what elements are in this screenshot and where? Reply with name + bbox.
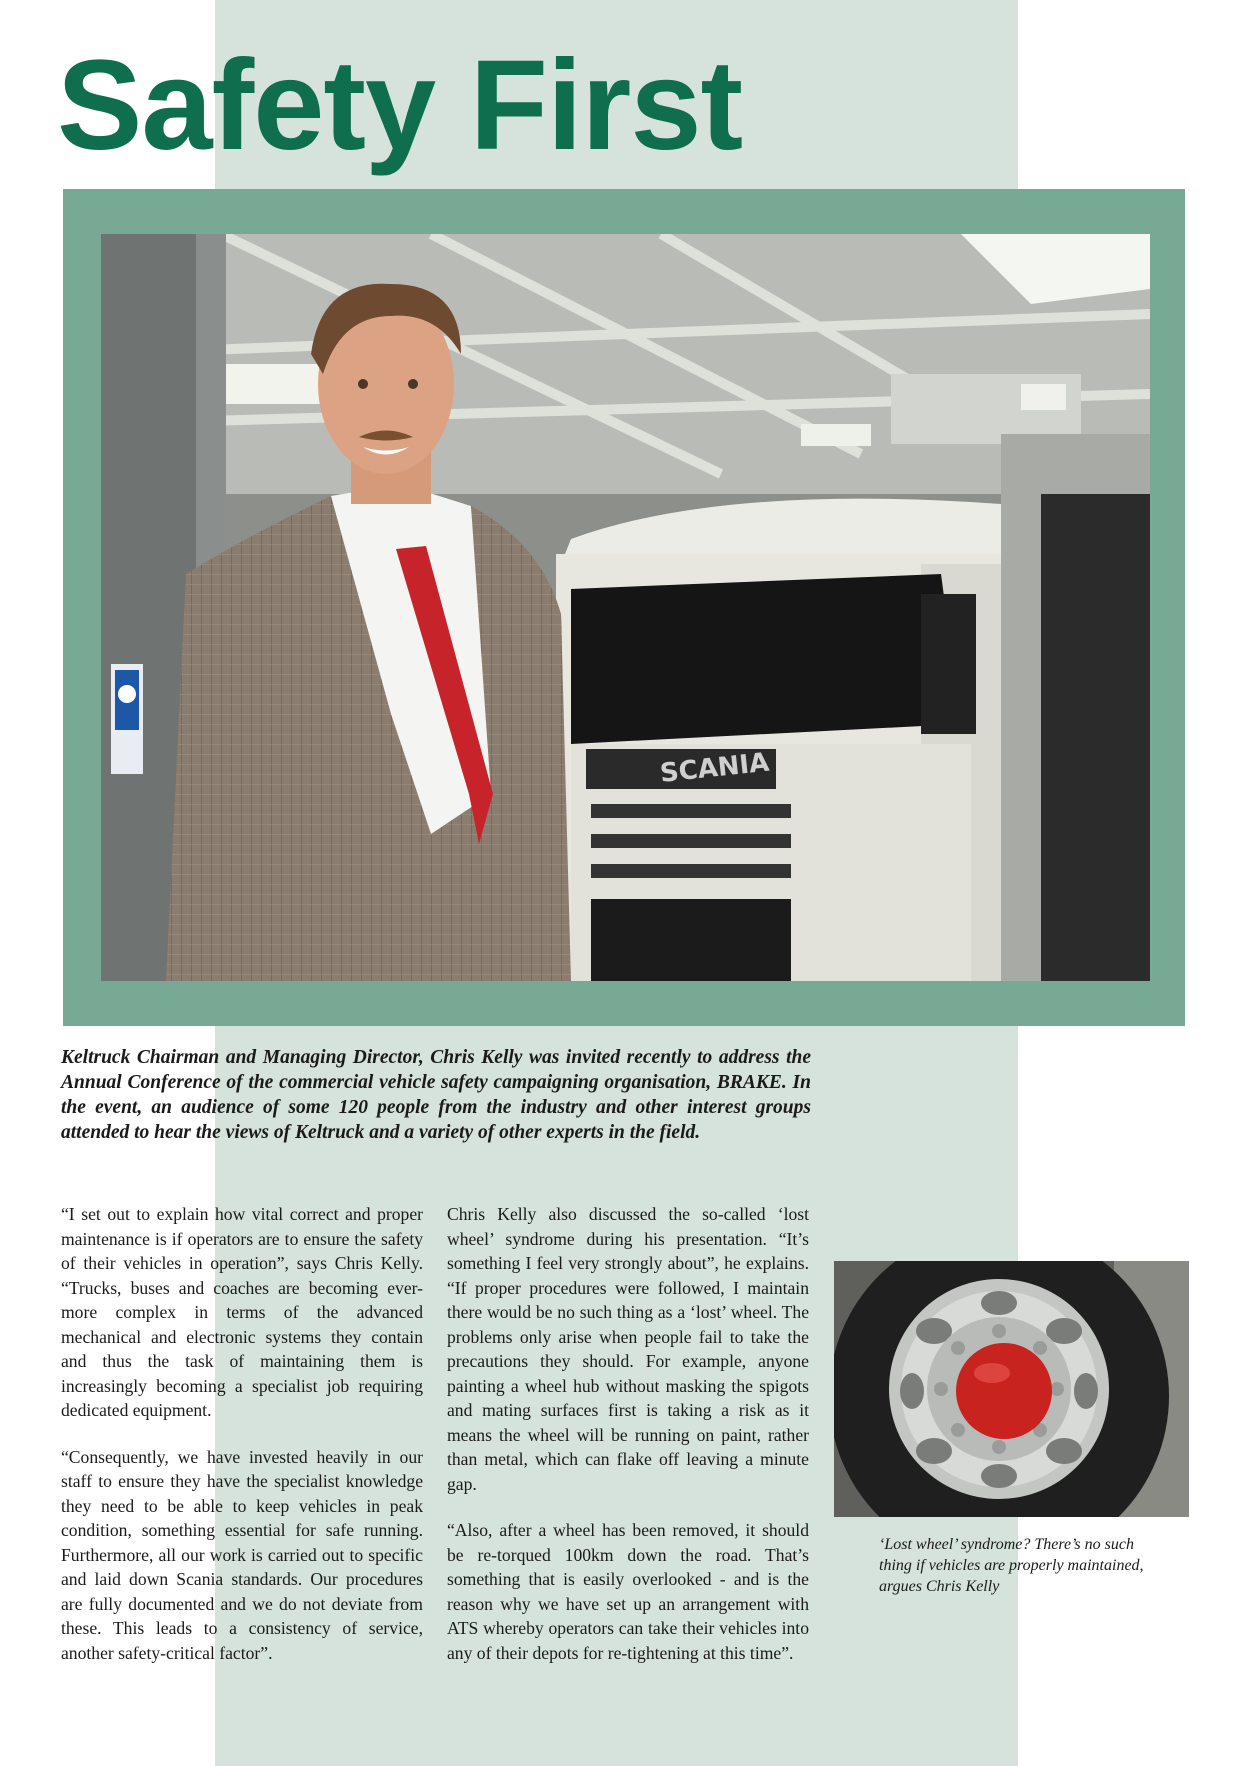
page-title: Safety First	[57, 34, 743, 177]
main-photo	[101, 234, 1150, 981]
body-paragraph: “I set out to explain how vital correct and proper maintenance is if operators are to ensure the safety of their vehicles in operation”, says Chris Kelly. “Trucks, buses and coaches are becoming ever-more complex in terms of the advanced mechanical and electronic systems they contain and thus the task of maintaining them is increasingly becoming a specialist job requiring dedicated equipment.	[61, 1204, 423, 1420]
body-paragraph: “Also, after a wheel has been removed, it should be re-torqued 100km down the road. That’s something that is easily overlooked - and is the reason why we have set up an arrangement with ATS whereby operators can take their vehicles into any of their depots for re-tightening at this time”.	[447, 1520, 809, 1663]
wheel-photo	[834, 1261, 1189, 1517]
body-paragraph: “Consequently, we have invested heavily in our staff to ensure they have the specialist knowledge they need to be able to keep vehicles in peak condition, something essential for safe running. Furthermore, all our work is carried out to specific and laid down Scania standards. Our procedures are fully documented and we do not deviate from these. This leads to a consistency of service, another safety-critical factor”.	[61, 1446, 423, 1663]
truck-badge: SCANIA	[658, 747, 771, 789]
body-column-1	[61, 1202, 423, 1687]
body-paragraph: Chris Kelly also discussed the so-called ‘lost wheel’ syndrome during his presentation. “It’s something I feel very strongly about”, he explains. “If proper procedures were followed, I maintain there would be no such thing as a ‘lost’ wheel. The problems only arise when people fail to take the precautions they should. For example, anyone painting a wheel hub without masking the spigots and mating surfaces first is taking a risk as it means the wheel will be running on paint, rather than metal, which can flake off leaving a minute gap.	[447, 1204, 809, 1494]
intro-paragraph: Keltruck Chairman and Managing Director, Chris Kelly was invited recently to address the Annual Conference of the commercial vehicle safety campaigning organisation, BRAKE. In the event, an audience of some 120 people from the industry and other interest groups attended to hear the views of Keltruck and a variety of other experts in the field.	[61, 1047, 811, 1143]
body-column-2	[447, 1202, 809, 1687]
photo-caption: ‘Lost wheel’ syndrome? There’s no such thing if vehicles are properly maintained, argues Chris Kelly	[879, 1536, 1144, 1595]
